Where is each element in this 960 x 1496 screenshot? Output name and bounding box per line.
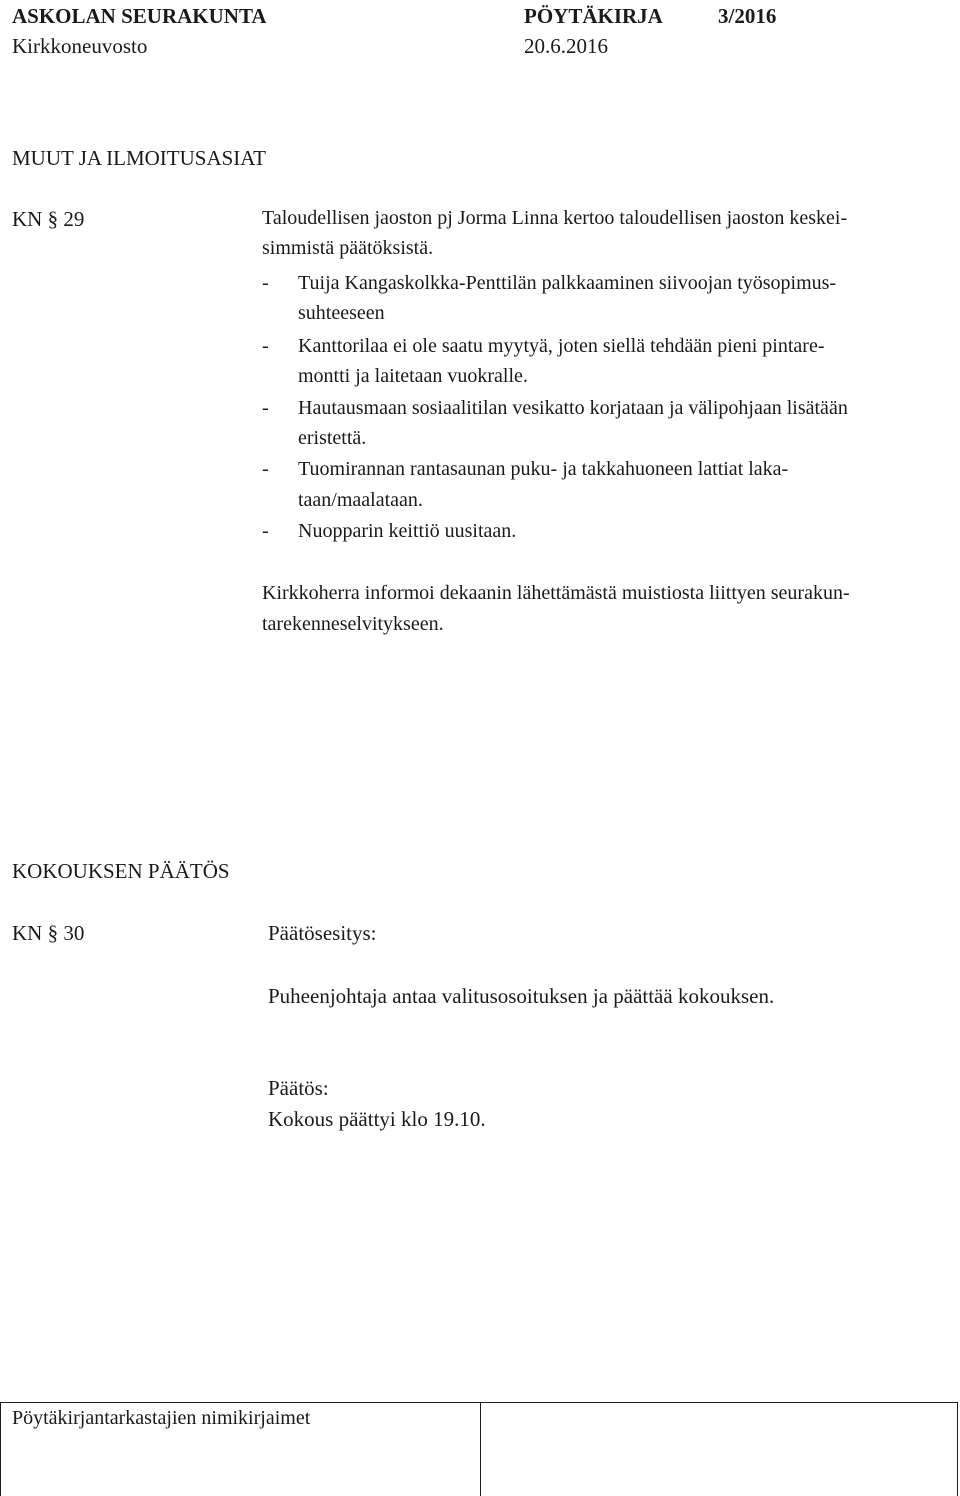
closing-line-1: Kirkkoherra informoi dekaanin lähettämästä muistiosta liittyen seurakun- [262,582,850,604]
section-title-decision: KOKOUKSEN PÄÄTÖS [12,859,230,883]
bullet-dash: - [262,458,269,480]
bullet-3-line-1: Hautausmaan sosiaalitilan vesikatto korjataan ja välipohjaan lisätään [298,397,848,419]
bullet-4-line-1: Tuomirannan rantasaunan puku- ja takkahuoneen lattiat laka- [298,458,789,480]
bullet-dash: - [262,397,269,419]
bullet-2-line-1: Kanttorilaa ei ole saatu myytyä, joten siellä tehdään pieni pintare- [298,335,825,357]
signatures-label: Pöytäkirjantarkastajien nimikirjaimet [12,1407,311,1429]
bullet-dash: - [262,272,269,294]
body-name: Kirkkoneuvosto [12,34,148,58]
meeting-date: 20.6.2016 [524,34,608,58]
document-number: 3/2016 [718,4,777,28]
bullet-5-line-1: Nuopparin keittiö uusitaan. [298,520,517,542]
proposal-text: Puheenjohtaja antaa valitusosoituksen ja päättää kokouksen. [268,984,775,1008]
bullet-1-line-2: suhteeseen [298,302,385,324]
bullet-3-line-2: eristettä. [298,427,367,449]
bullet-2-line-2: montti ja laitetaan vuokralle. [298,365,528,387]
item-code-30: KN § 30 [12,921,85,945]
bullet-dash: - [262,520,269,542]
document-type: PÖYTÄKIRJA [524,4,663,28]
signature-box-divider [480,1402,481,1496]
bullet-1-line-1: Tuija Kangaskolkka-Penttilän palkkaaminen siivoojan työsopimus- [298,272,837,294]
proposal-label: Päätösesitys: [268,921,377,945]
closing-line-2: tarekenneselvitykseen. [262,613,444,635]
item-code-29: KN § 29 [12,207,85,231]
organization-name: ASKOLAN SEURAKUNTA [12,4,267,28]
section-title-misc: MUUT JA ILMOITUSASIAT [12,146,266,170]
intro-line-2: simmistä päätöksistä. [262,237,434,259]
decision-label: Päätös: [268,1076,329,1100]
bullet-dash: - [262,335,269,357]
intro-line-1: Taloudellisen jaoston pj Jorma Linna kertoo taloudellisen jaoston keskei- [262,207,848,229]
decision-text: Kokous päättyi klo 19.10. [268,1107,486,1131]
bullet-4-line-2: taan/maalataan. [298,489,423,511]
